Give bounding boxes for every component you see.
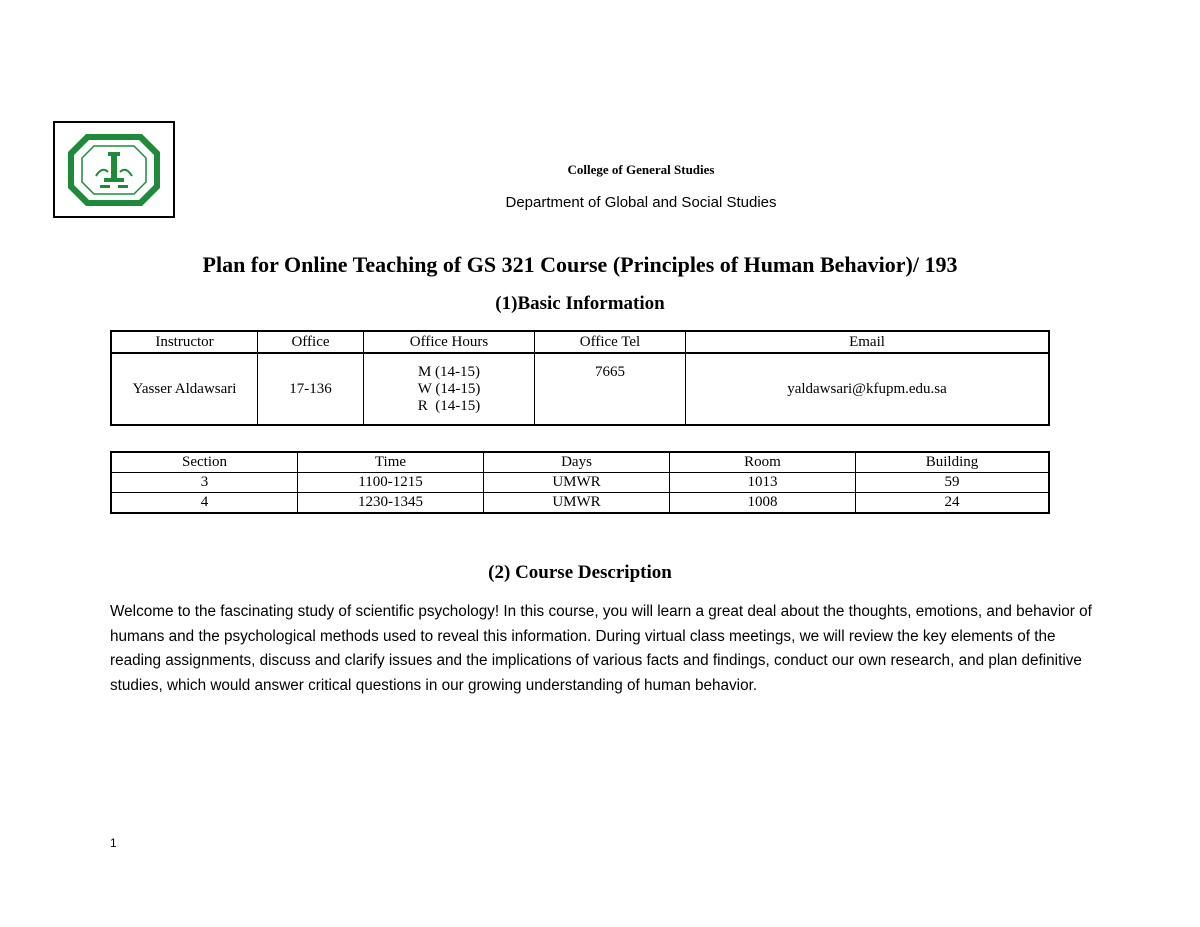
section-building: 59 (856, 473, 1050, 493)
section-time: 1100-1215 (298, 473, 484, 493)
office-hours-line: W (14-15) (417, 380, 481, 397)
section-number: 3 (111, 473, 298, 493)
column-header: Office Hours (364, 331, 535, 353)
office-hours-line: M (14-15) (417, 363, 481, 380)
instructor-email[interactable]: yaldawsari@kfupm.edu.sa (686, 353, 1050, 425)
document-title: Plan for Online Teaching of GS 321 Course (Principles of Human Behavior)/ 193 (202, 252, 958, 277)
column-header: Instructor (111, 331, 258, 353)
section-room: 1008 (670, 493, 856, 514)
department-name: Department of Global and Social Studies (505, 194, 777, 211)
section-days: UMWR (484, 493, 670, 514)
section-time: 1230-1345 (298, 493, 484, 514)
section-room: 1013 (670, 473, 856, 493)
office-number: 17-136 (258, 353, 364, 425)
column-header: Section (111, 452, 298, 473)
course-description-text: Welcome to the fascinating study of scientific psychology! In this course, you will learn a great deal about the thoughts, emotions, and behavior of humans and the psychological methods used to reveal this information. During virtual class meetings, we will review the key elements of the reading assignments, discuss and clarify issues and the implications of various facts and findings, conduct our own research, and plan definitive studies, which would answer critical questions in our growing understanding of human behavior. (110, 603, 1092, 694)
course-description-heading: (2) Course Description (488, 562, 672, 583)
table-row (111, 493, 1049, 514)
table-header-row (111, 331, 1049, 353)
section-days: UMWR (484, 473, 670, 493)
basic-information-heading: (1)Basic Information (495, 293, 665, 314)
instructor-name: Yasser Aldawsari (111, 353, 258, 425)
column-header: Time (298, 452, 484, 473)
table-header-row (111, 452, 1049, 473)
college-name: College of General Studies (567, 162, 715, 177)
sections-table (110, 451, 1050, 514)
section-number: 4 (111, 493, 298, 514)
column-header: Office (258, 331, 364, 353)
office-hours-line: R (14-15) (417, 397, 481, 414)
column-header: Office Tel (535, 331, 686, 353)
table-row (111, 473, 1049, 493)
column-header: Room (670, 452, 856, 473)
table-row (111, 353, 1049, 425)
basic-information-table (110, 330, 1050, 426)
office-telephone: 7665 (535, 353, 686, 425)
section-building: 24 (856, 493, 1050, 514)
column-header: Building (856, 452, 1050, 473)
page-number: 1 (110, 836, 117, 850)
office-hours (364, 353, 535, 425)
column-header: Email (686, 331, 1050, 353)
column-header: Days (484, 452, 670, 473)
